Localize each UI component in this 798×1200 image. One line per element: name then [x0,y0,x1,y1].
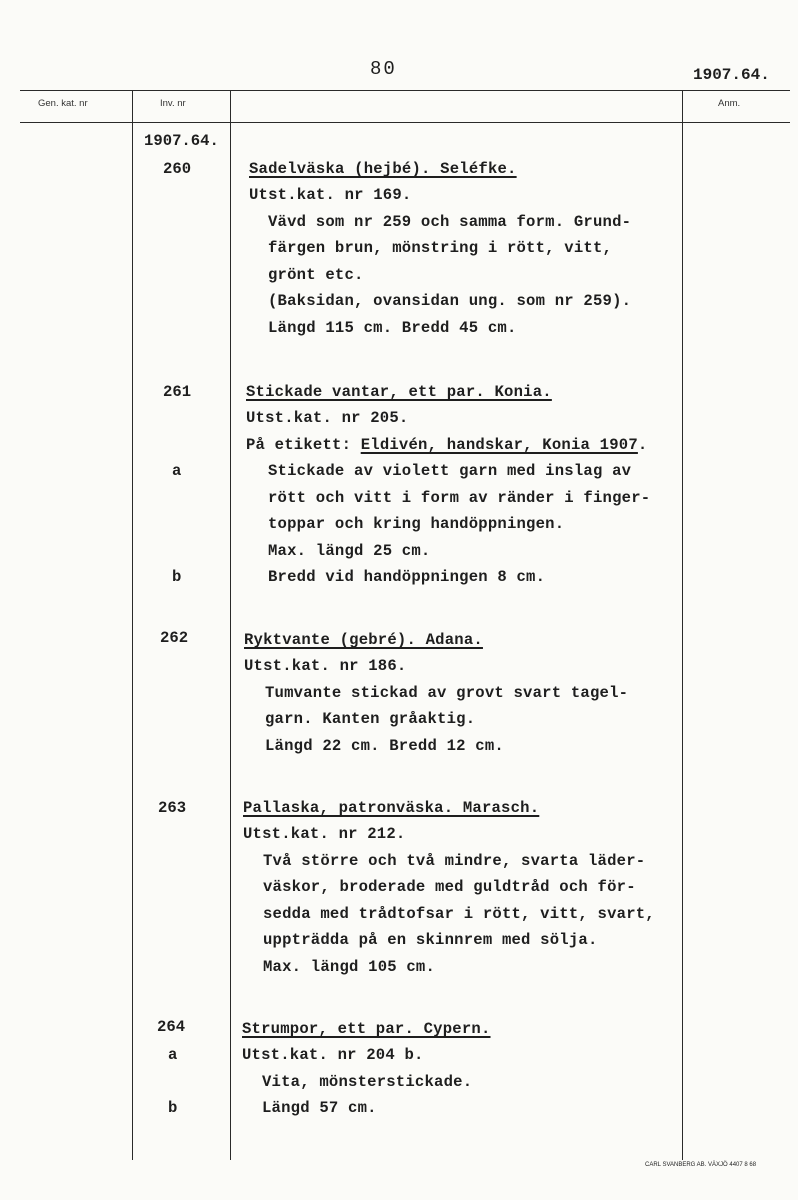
sub-item-a: a [168,1046,178,1064]
inv-number: 260 [163,160,192,178]
catalog-number: Utst.kat. nr 205. [246,409,409,427]
inventory-series: 1907.64. [144,132,219,150]
catalog-number: Utst.kat. nr 169. [249,186,412,204]
label-suffix: . [637,436,648,454]
sub-item-b: b [168,1099,178,1117]
description-line: Bredd vid handöppningen 8 cm. [268,568,546,586]
entry-title: Sadelväska (hejbé). Seléfke. [249,160,517,178]
description-line: sedda med trådtofsar i rött, vitt, svart, [263,905,655,923]
description-line: (Baksidan, ovansidan ung. som nr 259). [268,292,632,310]
header-reference: 1907.64. [693,66,770,84]
description-line: toppar och kring handöppningen. [268,515,565,533]
description-line: Vävd som nr 259 och samma form. Grund- [268,213,632,231]
label-text: Eldivén, handskar, Konia 1907 [360,436,638,454]
catalog-number: Utst.kat. nr 204 b. [242,1046,424,1064]
description-line: Tumvante stickad av grovt svart tagel- [265,684,629,702]
catalog-number: Utst.kat. nr 186. [244,657,407,675]
description-line: väskor, broderade med guldtråd och för- [263,878,636,896]
sub-item-b: b [172,568,182,586]
sub-item-a: a [172,462,182,480]
header-rule-top [20,90,790,91]
entry-title: Pallaska, patronväska. Marasch. [243,799,540,817]
label-line [246,436,647,454]
description-line: Stickade av violett garn med inslag av [268,462,632,480]
column-head-anm: Anm. [718,98,741,109]
page-number: 80 [370,58,397,80]
inv-number: 264 [157,1018,186,1036]
description-line: uppträdda på en skinnrem med sölja. [263,931,598,949]
inv-number: 262 [160,629,189,647]
description-line: grönt etc. [268,266,364,284]
description-line: färgen brun, mönstring i rött, vitt, [268,239,613,257]
catalog-number: Utst.kat. nr 212. [243,825,406,843]
column-divider-3 [682,90,683,1160]
column-head-gen-kat-nr: Gen. kat. nr [38,98,88,109]
entry-title: Stickade vantar, ett par. Konia. [246,383,552,401]
description-line: rött och vitt i form av ränder i finger- [268,489,651,507]
inv-number: 263 [158,799,187,817]
printer-imprint: CARL SVANBERG AB. VÄXJÖ 4407 8 68 [645,1162,757,1168]
description-line: Längd 115 cm. Bredd 45 cm. [268,319,517,337]
entry-title: Ryktvante (gebré). Adana. [244,631,483,649]
column-head-inv-nr: Inv. nr [160,98,186,109]
description-line: Längd 57 cm. [262,1099,377,1117]
description-line: garn. Kanten gråaktig. [265,710,476,728]
column-divider-2 [230,90,231,1160]
description-line: Max. längd 105 cm. [263,958,436,976]
description-line: Två större och två mindre, svarta läder- [263,852,646,870]
inv-number: 261 [163,383,192,401]
description-line: Längd 22 cm. Bredd 12 cm. [265,737,504,755]
column-divider-1 [132,90,133,1160]
description-line: Max. längd 25 cm. [268,542,431,560]
description-line: Vita, mönsterstickade. [262,1073,473,1091]
header-rule-bottom [20,122,790,123]
entry-title: Strumpor, ett par. Cypern. [242,1020,491,1038]
label-prefix: På etikett: [246,436,361,454]
